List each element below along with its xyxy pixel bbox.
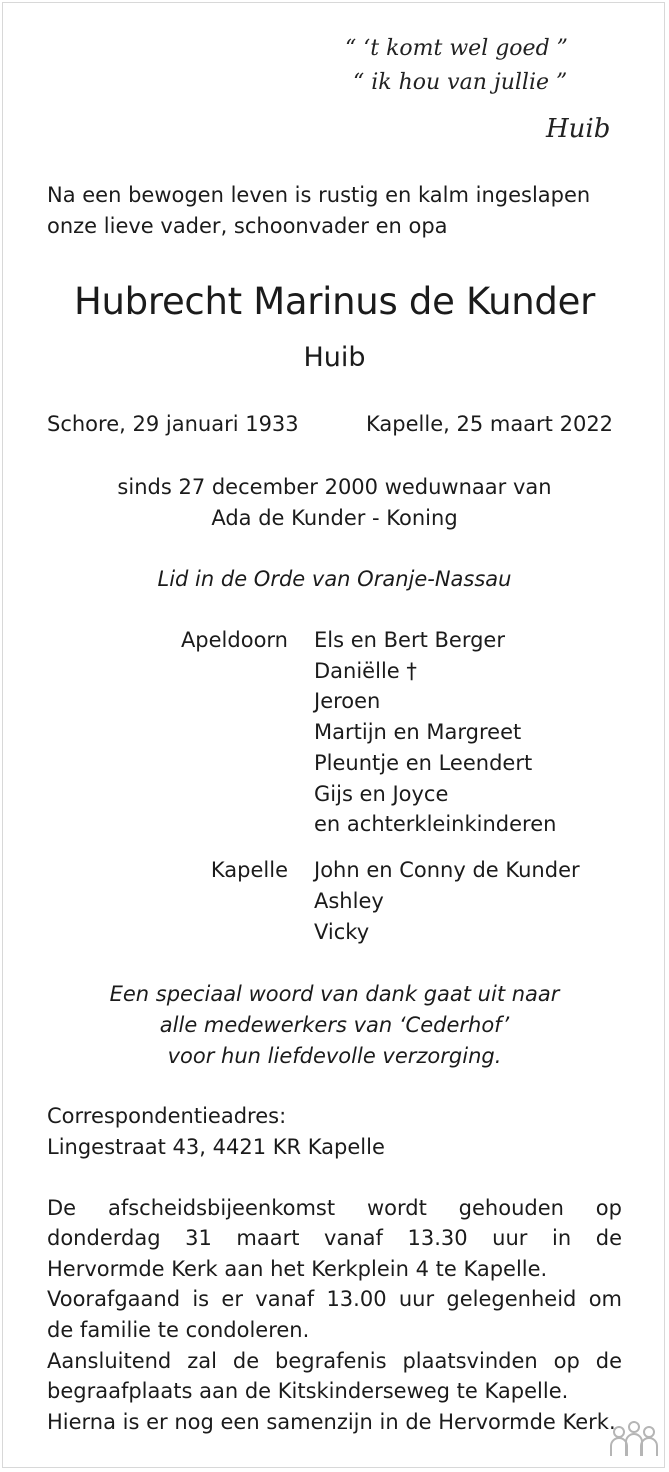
family-place-apeldoorn: Apeldoorn [180,628,288,652]
widower-line-2: Ada de Kunder - Koning [211,506,458,530]
ceremony-line: De afscheidsbijeenkomst wordt gehouden op [47,1196,622,1220]
family-place-kapelle: Kapelle [210,858,288,882]
ceremony-line: Voorafgaand is er vanaf 13.00 uur gelegenheid om [47,1287,622,1311]
birth-info: Schore, 29 januari 1933 [47,412,299,436]
intro-line-2: onze lieve vader, schoonvader en opa [47,214,448,238]
honor-line: Lid in de Orde van Oranje-Nassau [157,567,512,591]
correspondence-address: Lingestraat 43, 4421 KR Kapelle [47,1135,385,1159]
family-member: Els en Bert Berger [314,628,505,652]
intro-line-1: Na een bewogen leven is rustig en kalm ingeslapen [47,183,591,207]
family-member: Jeroen [314,689,381,713]
quote-line-2: “ ik hou van jullie ” [353,70,568,95]
ceremony-line: Hierna is er nog een samenzijn in de Hervormde Kerk. [47,1410,616,1434]
family-member: Ashley [314,889,384,913]
ceremony-line: donderdag 31 maart vanaf 13.30 uur in de [47,1226,622,1250]
family-member: Vicky [314,920,370,944]
family-member: Daniëlle † [314,659,417,683]
ceremony-line: Aansluitend zal de begrafenis plaatsvinden op de [47,1349,622,1373]
ceremony-line: de familie te condoleren. [47,1318,310,1342]
deceased-nickname: Huib [303,342,366,373]
family-member: Gijs en Joyce [314,782,449,806]
thanks-line-1: Een speciaal woord van dank gaat uit naar [109,982,560,1006]
thanks-line-2: alle medewerkers van ‘Cederhof’ [159,1013,510,1037]
quote-line-1: “ ‘t komt wel goed ” [345,36,568,61]
family-member: Martijn en Margreet [314,720,522,744]
correspondence-label: Correspondentieadres: [47,1104,287,1128]
widower-line-1: sinds 27 december 2000 weduwnaar van [117,475,552,499]
signature: Huib [546,114,611,144]
family-member: en achterkleinkinderen [314,812,557,836]
deceased-name: Hubrecht Marinus de Kunder [73,280,595,323]
death-info: Kapelle, 25 maart 2022 [366,412,614,436]
thanks-line-3: voor hun liefdevolle verzorging. [167,1044,502,1068]
ceremony-line: Hervormde Kerk aan het Kerkplein 4 te Kapelle. [47,1257,548,1281]
people-logo-icon [608,1418,660,1460]
ceremony-line: begraafplaats aan de Kitskinderseweg te Kapelle. [47,1379,569,1403]
family-member: John en Conny de Kunder [314,858,580,882]
family-member: Pleuntje en Leendert [314,751,533,775]
